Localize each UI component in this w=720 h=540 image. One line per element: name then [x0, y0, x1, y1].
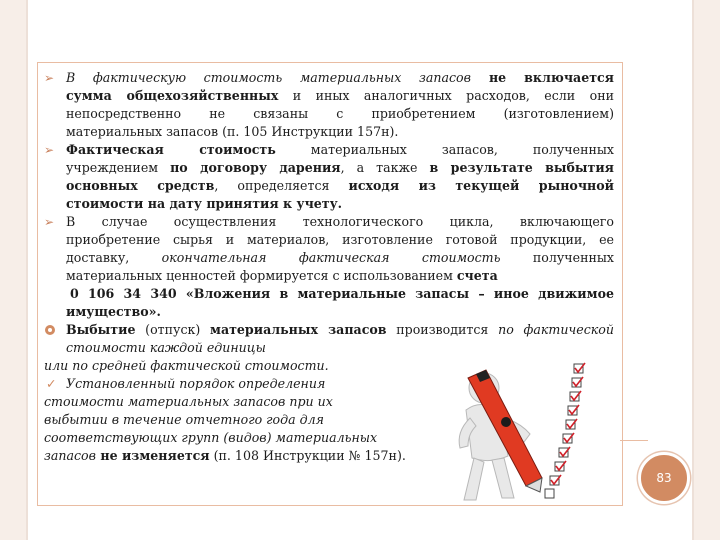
- text-span: материальных запасов, полученных: [275, 142, 614, 157]
- text-span: , определяется: [214, 178, 349, 193]
- page-number-badge: 83: [638, 452, 690, 504]
- text-span: В фактическую стоимость материальных запасов: [66, 70, 471, 85]
- checklist-figure-illustration: [446, 360, 616, 505]
- text-span: Выбытие: [66, 322, 136, 337]
- text-span: по договору дарения: [170, 160, 341, 175]
- text-span: , а также: [340, 160, 430, 175]
- text-line: соответствующих групп (видов) материальных: [44, 430, 378, 445]
- text-line: непосредственно не связаны с приобретением (изготовлением): [66, 106, 614, 121]
- frame-connector-line: [620, 440, 648, 441]
- bullet-paragraph-1: [44, 69, 614, 141]
- arrow-bullet-icon: ➢: [44, 215, 55, 229]
- text-span: материальных ценностей формируется с использованием: [66, 268, 457, 283]
- text-line: приобретение сырья и материалов, изготовление готовой продукции, ее: [66, 232, 614, 247]
- text-line: или по средней фактической стоимости.: [44, 358, 329, 373]
- text-span: основных средств: [66, 178, 215, 193]
- text-span: учреждением: [66, 160, 171, 175]
- right-decor-line: [692, 0, 694, 540]
- bullet-paragraph-4: [44, 321, 614, 357]
- circle-bullet-icon: [44, 321, 60, 339]
- text-line: имущество».: [66, 304, 161, 319]
- text-span: производится: [386, 322, 499, 337]
- text-line: стоимости на дату принятия к учету.: [66, 196, 343, 211]
- text-span: исходя из текущей рыночной: [348, 178, 614, 193]
- text-span: в результате выбытия: [429, 160, 614, 175]
- text-line: В случае осуществления технологического цикла, включающего: [66, 214, 614, 229]
- left-decor-line: [26, 0, 28, 540]
- text-span: полученных: [500, 250, 614, 265]
- arrow-bullet-icon: ➢: [44, 71, 55, 85]
- text-span: окончательная фактическая стоимость: [161, 250, 501, 265]
- left-decor-stripe: [0, 0, 26, 540]
- text-line: материальных запасов (п. 105 Инструкции 157н).: [66, 124, 399, 139]
- arrow-bullet-icon: ➢: [44, 143, 55, 157]
- text-span: (п. 108 Инструкции № 157н).: [209, 448, 406, 463]
- text-span: не изменяется: [95, 448, 210, 463]
- text-span: (отпуск): [135, 322, 211, 337]
- check-bullet-icon: ✓: [46, 376, 57, 391]
- text-span: запасов: [44, 448, 96, 463]
- text-span: по фактической: [498, 322, 614, 337]
- text-line: стоимости каждой единицы: [66, 340, 266, 355]
- text-span: счета: [456, 268, 498, 283]
- text-span: материальных запасов: [210, 322, 387, 337]
- text-line: стоимости материальных запасов при их: [44, 394, 333, 409]
- text-line: 0 106 34 340 «Вложения в материальные запасы – иное движимое: [70, 286, 614, 301]
- text-span: доставку,: [66, 250, 162, 265]
- bullet-paragraph-2: [44, 141, 614, 213]
- bullet-paragraph-3: [44, 213, 614, 321]
- text-line: выбытии в течение отчетного года для: [44, 412, 324, 427]
- text-span: не включается: [470, 70, 614, 85]
- text-span: Фактическая стоимость: [66, 142, 276, 157]
- text-span: сумма общехозяйственных: [66, 88, 279, 103]
- right-decor-stripe: [694, 0, 720, 540]
- text-line: Установленный порядок определения: [66, 376, 326, 391]
- text-span: и иных аналогичных расходов, если они: [278, 88, 614, 103]
